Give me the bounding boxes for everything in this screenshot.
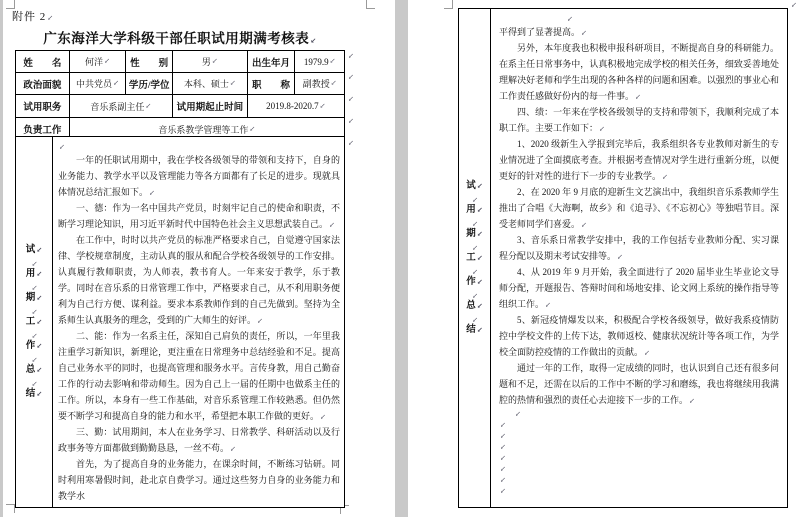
- sidebar-label-probation-summary: [459, 9, 491, 507]
- pilcrow-icon: ↙: [472, 315, 478, 324]
- sidebar-char: [466, 252, 482, 265]
- value-text: 副教授: [302, 79, 330, 89]
- paragraph: [499, 360, 779, 408]
- paragraph-text: 一年的任职试用期中，我在学校各级领导的带领和支持下，自身的业务能力、教学水平以及管理能力等各方面都有了长足的进步。现就具体情况总结汇报如下。: [58, 155, 340, 197]
- paragraph-text: 1、2020 级新生入学报到完毕后，我系组织各专业教师对新生的专业情况进了全面摸底考查。并根据考查情况对学生进行重新分班，以便更好的针对性的进行下一步的专业教学。: [499, 139, 779, 181]
- form-field-value: [172, 51, 247, 72]
- summary-text-page2[interactable]: [491, 9, 787, 507]
- attachment-label: [12, 8, 54, 24]
- crop-mark-bottom-left-icon: [6, 504, 15, 513]
- label-text: 负责工作: [23, 126, 62, 136]
- paragraph-text: 4、从 2019 年 9 月开始，我全面进行了 2020 届毕业生毕业论文导师分配，开题报告、答辩时间和场地安排、论文网上系统的操作指导等组织工作。: [499, 267, 779, 309]
- pilcrow-icon: ↙: [617, 253, 623, 261]
- pilcrow-icon: ↙: [36, 269, 43, 278]
- paragraph: [499, 24, 779, 40]
- pilcrow-icon: ↙: [476, 205, 483, 214]
- pilcrow-icon: ↙: [329, 221, 335, 229]
- paragraph: [58, 456, 340, 504]
- pilcrow-icon: ↙: [36, 389, 43, 398]
- pilcrow-icon: ↙: [476, 301, 483, 310]
- pilcrow-icon: ↙: [500, 443, 506, 451]
- paragraph-text: 5、新冠疫情爆发以来，积极配合学校各级领导，做好我系疫情防控中学校文件的上传下达，教师返校、健康状况统计等各项工作，为学校全面防控疫情的工作做出的贡献。: [499, 315, 779, 357]
- sidebar-label-probation-summary: [16, 137, 53, 507]
- pilcrow-icon: ↙: [545, 301, 551, 309]
- value-text: 2019.8-2020.7: [266, 101, 319, 111]
- value-text: 1979.9: [303, 56, 329, 67]
- sidebar-char: [466, 276, 482, 289]
- pilcrow-icon: ↙: [310, 38, 317, 45]
- sidebar-char: [26, 292, 42, 305]
- value-text: 中共党员: [76, 79, 113, 89]
- pilcrow-icon: ↙: [599, 125, 605, 133]
- sidebar-char-text: 期: [25, 292, 36, 303]
- sidebar-char: [26, 244, 42, 257]
- label-text: 政治面貌: [23, 80, 62, 91]
- crop-mark-top-right-icon: [366, 0, 375, 9]
- paragraph-text: 首先，为了提高自身的业务能力，在课余时间，不断练习钻研。同时利用寒暑假时间，赴北京自费学习。通过这些努力自身的业务能力和教学水: [58, 459, 340, 501]
- pilcrow-icon: ↙: [329, 57, 336, 65]
- empty-paragraph: [499, 485, 779, 496]
- pilcrow-icon: ↙: [644, 349, 650, 357]
- sidebar-gap-paragraph: [31, 377, 38, 388]
- pilcrow-icon: ↙: [472, 195, 478, 204]
- sidebar-char: [466, 180, 482, 193]
- crop-mark-top-left-icon: [444, 0, 453, 9]
- pilcrow-icon: ↙: [36, 365, 43, 374]
- label-text: 职 称: [251, 80, 290, 91]
- label-text: 试用期起止时间: [176, 103, 244, 113]
- sidebar-char: [26, 340, 42, 353]
- paragraph: [58, 152, 340, 200]
- value-text: 音乐系教学管理等工作: [158, 124, 249, 135]
- sidebar-char-text: 工: [25, 316, 36, 327]
- paragraph: [58, 328, 340, 424]
- form-field-value: [69, 95, 172, 117]
- form-field-label: [247, 51, 295, 72]
- pilcrow-icon: ↙: [472, 291, 478, 300]
- form-table-row: [16, 72, 344, 94]
- sidebar-gap-paragraph: [31, 305, 38, 316]
- pilcrow-icon: ↙: [476, 229, 483, 238]
- label-text: 姓 名: [23, 58, 62, 69]
- pilcrow-icon: ↙: [319, 101, 326, 110]
- paragraph: [499, 232, 779, 264]
- attachment-label-text: 附件 2: [12, 11, 47, 23]
- pilcrow-icon: ↙: [330, 79, 337, 87]
- personnel-info-table: [15, 50, 345, 141]
- paragraph: [499, 312, 779, 360]
- pilcrow-icon: ↙: [567, 15, 573, 23]
- empty-paragraph: [499, 452, 779, 463]
- pilcrow-icon: ↙: [500, 432, 506, 440]
- sidebar-char-text: 结: [25, 388, 36, 399]
- pilcrow-icon: ↙: [500, 476, 506, 484]
- empty-paragraph: [499, 12, 779, 24]
- document-page-1[interactable]: [3, 0, 395, 517]
- sidebar-char: [26, 364, 42, 377]
- sidebar-gap-paragraph: [31, 353, 38, 364]
- pilcrow-icon: ↙: [31, 259, 38, 268]
- paragraph-text: 二、能：作为一名系主任，深知自己肩负的责任，所以，一年里我注重学习新知识，新理论，更注重在日常理务中总结经验和不足。提高自己业务水平的同时，也提高管理和服务水平。言传身教，用自己勤奋工作的行动去影响和带动师生。因为自己上一届的任期中也做系主任的工作。所以，本身有一些工作基础，对音乐系管理工作较熟悉。但仍然要不断学习和提高自身的能力和水平，希望把本职工作做的更好。: [58, 331, 340, 421]
- pilcrow-icon: ↙: [104, 57, 110, 65]
- form-field-label: [247, 73, 295, 94]
- paragraph: [499, 264, 779, 312]
- label-text: 试用职务: [23, 103, 62, 113]
- sidebar-gap-paragraph: [471, 241, 478, 252]
- sidebar-gap-paragraph: [471, 217, 478, 228]
- pilcrow-icon: ↙: [113, 79, 119, 87]
- sidebar-char-text: 用: [25, 268, 36, 279]
- paragraph: [499, 136, 779, 184]
- empty-paragraph: [58, 140, 340, 152]
- empty-paragraph: [499, 419, 779, 430]
- paragraph-text: 另外，本年度我也积极申报科研项目，不断提高自身的科研能力。在系主任日常事务中，认真积极地完成学校的相关任务，细致妥善地处理解决好老师和学生出现的各种各样的问题和困难。以强烈的事业心和工作责任感做好份内的每一件事。: [499, 43, 779, 101]
- summary-text-page1[interactable]: [53, 137, 344, 507]
- pilcrow-icon: ↙: [230, 445, 236, 453]
- paragraph: [499, 184, 779, 232]
- pilcrow-icon: ↙: [476, 253, 483, 262]
- pilcrow-icon: ↙: [581, 221, 587, 229]
- form-field-label: [125, 73, 172, 94]
- sidebar-gap-paragraph: [471, 193, 478, 204]
- pilcrow-icon: ↙: [47, 14, 55, 22]
- sidebar-char-text: 作: [25, 340, 36, 351]
- pilcrow-icon: ↙: [36, 245, 43, 254]
- paragraph: [58, 232, 340, 328]
- form-field-label: [16, 73, 69, 94]
- sidebar-gap-paragraph: [31, 281, 38, 292]
- empty-paragraph: [499, 408, 779, 419]
- empty-paragraph: [499, 441, 779, 452]
- pilcrow-icon: ↙: [59, 143, 65, 151]
- sidebar-gap-paragraph: [31, 257, 38, 268]
- pilcrow-icon: ↙: [662, 173, 668, 181]
- sidebar-char: [26, 388, 42, 401]
- paragraph: [58, 200, 340, 232]
- paragraph-text: 通过一年的工作，取得一定成绩的同时，也认识到自己还有很多问题和不足，还需在以后的工作中不断的学习和磨练，我也将继续用我满腔的热情和强烈的责任心去迎接下一步的工作。: [499, 363, 779, 405]
- empty-paragraph: [499, 463, 779, 474]
- sidebar-gap-paragraph: [471, 313, 478, 324]
- probation-summary-section: [15, 136, 345, 508]
- pilcrow-icon: ↙: [500, 454, 506, 462]
- sidebar-char-text: 作: [466, 276, 476, 287]
- pilcrow-icon: ↙: [348, 73, 354, 81]
- form-field-label: [125, 51, 172, 72]
- label-text: 性 别: [130, 58, 169, 69]
- sidebar-gap-paragraph: [471, 289, 478, 300]
- pilcrow-icon: ↙: [249, 124, 256, 133]
- pilcrow-icon: ↙: [211, 57, 218, 65]
- paragraph: [499, 104, 779, 136]
- pilcrow-icon: ↙: [36, 293, 43, 302]
- sidebar-char-text: 结: [466, 324, 476, 335]
- paragraph: [499, 40, 779, 104]
- form-field-label: [172, 95, 247, 117]
- sidebar-char: [26, 268, 42, 281]
- form-field-value: [172, 73, 247, 94]
- pilcrow-icon: ↙: [31, 331, 38, 340]
- document-page-2[interactable]: [408, 0, 800, 517]
- sidebar-char: [466, 324, 482, 337]
- form-field-label: [16, 51, 69, 72]
- pilcrow-icon: ↙: [472, 219, 478, 228]
- pilcrow-icon: ↙: [36, 341, 43, 350]
- sidebar-char-text: 总: [466, 300, 476, 311]
- pilcrow-icon: ↙: [145, 101, 152, 110]
- sidebar-char-text: 用: [466, 204, 476, 215]
- probation-summary-section-continued: [458, 8, 788, 508]
- page-title: [15, 27, 345, 47]
- pilcrow-icon: ↙: [515, 410, 521, 418]
- paragraph-text: 3、音乐系日常教学安排中，我的工作包括专业教师分配、实习课程分配以及期末考试安排等。: [499, 235, 779, 261]
- form-field-label: [16, 95, 69, 117]
- paragraph-text: 四、绩：一年来在学校各级领导的支持和带领下，我顺利完成了本职工作。主要工作如下：: [499, 107, 779, 133]
- form-field-value: [294, 73, 344, 94]
- pilcrow-icon: ↙: [320, 413, 326, 421]
- pilcrow-icon: ↙: [500, 487, 506, 495]
- empty-paragraph: [499, 474, 779, 485]
- sidebar-char-text: 期: [466, 228, 476, 239]
- page-title-text: 广东海洋大学科级干部任职试用期满考核表: [43, 31, 310, 46]
- pilcrow-icon: ↙: [348, 117, 354, 125]
- pilcrow-icon: ↙: [348, 52, 354, 60]
- pilcrow-icon: ↙: [31, 379, 38, 388]
- page-gap: [395, 0, 408, 517]
- pilcrow-icon: ↙: [476, 277, 483, 286]
- pilcrow-icon: ↙: [149, 189, 155, 197]
- sidebar-char: [26, 316, 42, 329]
- sidebar-char: [466, 204, 482, 217]
- pilcrow-icon: ↙: [635, 93, 641, 101]
- form-field-value: [69, 73, 126, 94]
- value-text: 何洋: [85, 57, 104, 67]
- pilcrow-icon: ↙: [476, 325, 483, 334]
- sidebar-char-text: 工: [466, 252, 476, 263]
- pilcrow-icon: ↙: [348, 139, 354, 147]
- value-text: 本科、硕士: [183, 79, 229, 89]
- empty-paragraph: [499, 430, 779, 441]
- pilcrow-icon: ↙: [791, 1, 797, 9]
- pilcrow-icon: ↙: [476, 181, 483, 190]
- form-table-row: [16, 94, 344, 117]
- paragraph-text: 三、勤：试用期间，本人在业务学习、日常教学、科研活动以及行政事务等方面都做到勤勤恳恳，一丝不苟。: [58, 427, 340, 453]
- paragraph: [58, 424, 340, 456]
- pilcrow-icon: ↙: [229, 79, 236, 87]
- pilcrow-icon: ↙: [31, 307, 38, 316]
- value-text: 男: [201, 57, 211, 67]
- sidebar-char-text: 试: [25, 244, 36, 255]
- form-field-value: [247, 95, 344, 117]
- paragraph-text: 在工作中，时时以共产党员的标准严格要求自己，自觉遵守国家法律、学校规章制度，主动认真的服从和配合学校各级领导的工作安排。认真履行教师职责，为人师表，教书育人。一年来安于教学，乐于教学。同时在音乐系的日常管理工作中，严格要求自己，从不利用职务便利为自己行方便、谋利益。要求本系教师作到的自己先做到。坚持为全系师生认真服务的理念，受到的广大师生的好评。: [58, 235, 340, 325]
- form-table-row: [16, 51, 344, 72]
- pilcrow-icon: ↙: [500, 465, 506, 473]
- pilcrow-icon: ↙: [689, 397, 695, 405]
- form-field-value: [294, 51, 344, 72]
- label-text: 学历/学位: [128, 80, 170, 91]
- pilcrow-icon: ↙: [472, 267, 478, 276]
- pilcrow-icon: ↙: [500, 421, 506, 429]
- sidebar-gap-paragraph: [31, 329, 38, 340]
- pilcrow-icon: ↙: [472, 243, 478, 252]
- pilcrow-icon: ↙: [36, 317, 43, 326]
- sidebar-char-text: 试: [466, 180, 476, 191]
- sidebar-char: [466, 300, 482, 313]
- sidebar-gap-paragraph: [471, 265, 478, 276]
- pilcrow-icon: ↙: [31, 283, 38, 292]
- form-field-value: [69, 51, 126, 72]
- pilcrow-icon: ↙: [348, 95, 354, 103]
- paragraph-text: 2、在 2020 年 9 月底的迎新生文艺演出中，我组织音乐系教师学生推出了合唱《大海啊，故乡》和《追寻》、《不忘初心》等独唱节目。深受老师同学们喜爱。: [499, 187, 779, 229]
- label-text: 出生年月: [251, 58, 290, 69]
- pilcrow-icon: ↙: [257, 317, 263, 325]
- sidebar-char-text: 总: [25, 364, 36, 375]
- paragraph-text: 平得到了显著提高。: [499, 27, 581, 37]
- paragraph-text: 一、德：作为一名中国共产党员，时刻牢记自己的使命和职责，不断学习理论知识，用习近平新时代中国特色社会主义思想武装自己。: [58, 203, 340, 229]
- value-text: 音乐系副主任: [90, 101, 145, 112]
- sidebar-char: [466, 228, 482, 241]
- pilcrow-icon: ↙: [31, 355, 38, 364]
- pilcrow-icon: ↙: [581, 29, 587, 37]
